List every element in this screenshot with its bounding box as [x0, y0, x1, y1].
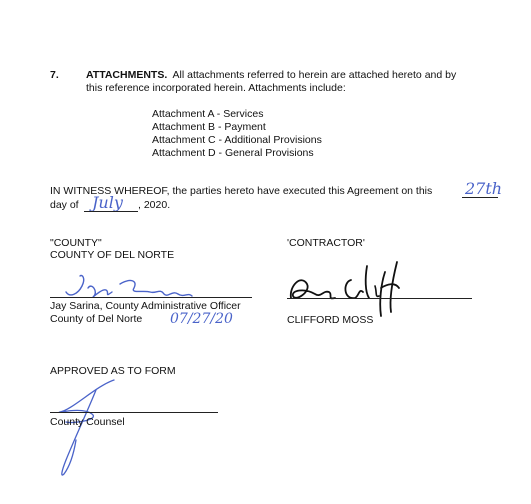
month-blank-line [84, 211, 138, 212]
approval-label: APPROVED AS TO FORM [50, 365, 176, 377]
witness-line2-suffix: , 2020. [138, 199, 171, 211]
section-heading: ATTACHMENTS. [86, 69, 168, 81]
contractor-signer-name: CLIFFORD MOSS [287, 314, 374, 326]
witness-line1: IN WITNESS WHEREOF, the parties hereto have executed this Agreement on this [50, 185, 433, 197]
attachment-item: Attachment B - Payment [152, 121, 266, 133]
county-signature-line [50, 297, 252, 298]
section-text-line2: this reference incorporated herein. Attachments include: [86, 82, 346, 94]
section-text-line1: All attachments referred to herein are attached hereto and by [172, 69, 457, 81]
handwritten-day: 27th [465, 179, 503, 198]
attachment-item: Attachment D - General Provisions [152, 147, 314, 159]
contractor-signature-line [287, 298, 472, 299]
section-paragraph [86, 69, 456, 81]
approval-signer-title: County Counsel [50, 416, 125, 428]
approval-signature-line [50, 412, 218, 413]
contractor-label: 'CONTRACTOR' [287, 237, 365, 249]
handwritten-month: July [92, 193, 123, 212]
day-blank-line [462, 197, 498, 198]
county-signer-title: Jay Sarina, County Administrative Officer [50, 300, 241, 312]
attachment-item: Attachment C - Additional Provisions [152, 134, 322, 146]
section-number: 7. [50, 69, 59, 81]
county-signer-org: County of Del Norte [50, 313, 143, 325]
county-date-handwritten: 07/27/20 [170, 311, 233, 327]
county-label: "COUNTY" [50, 237, 102, 249]
witness-line2-prefix: day of [50, 199, 79, 211]
contractor-signature [285, 258, 415, 318]
attachment-item: Attachment A - Services [152, 108, 264, 120]
county-entity: COUNTY OF DEL NORTE [50, 249, 175, 261]
